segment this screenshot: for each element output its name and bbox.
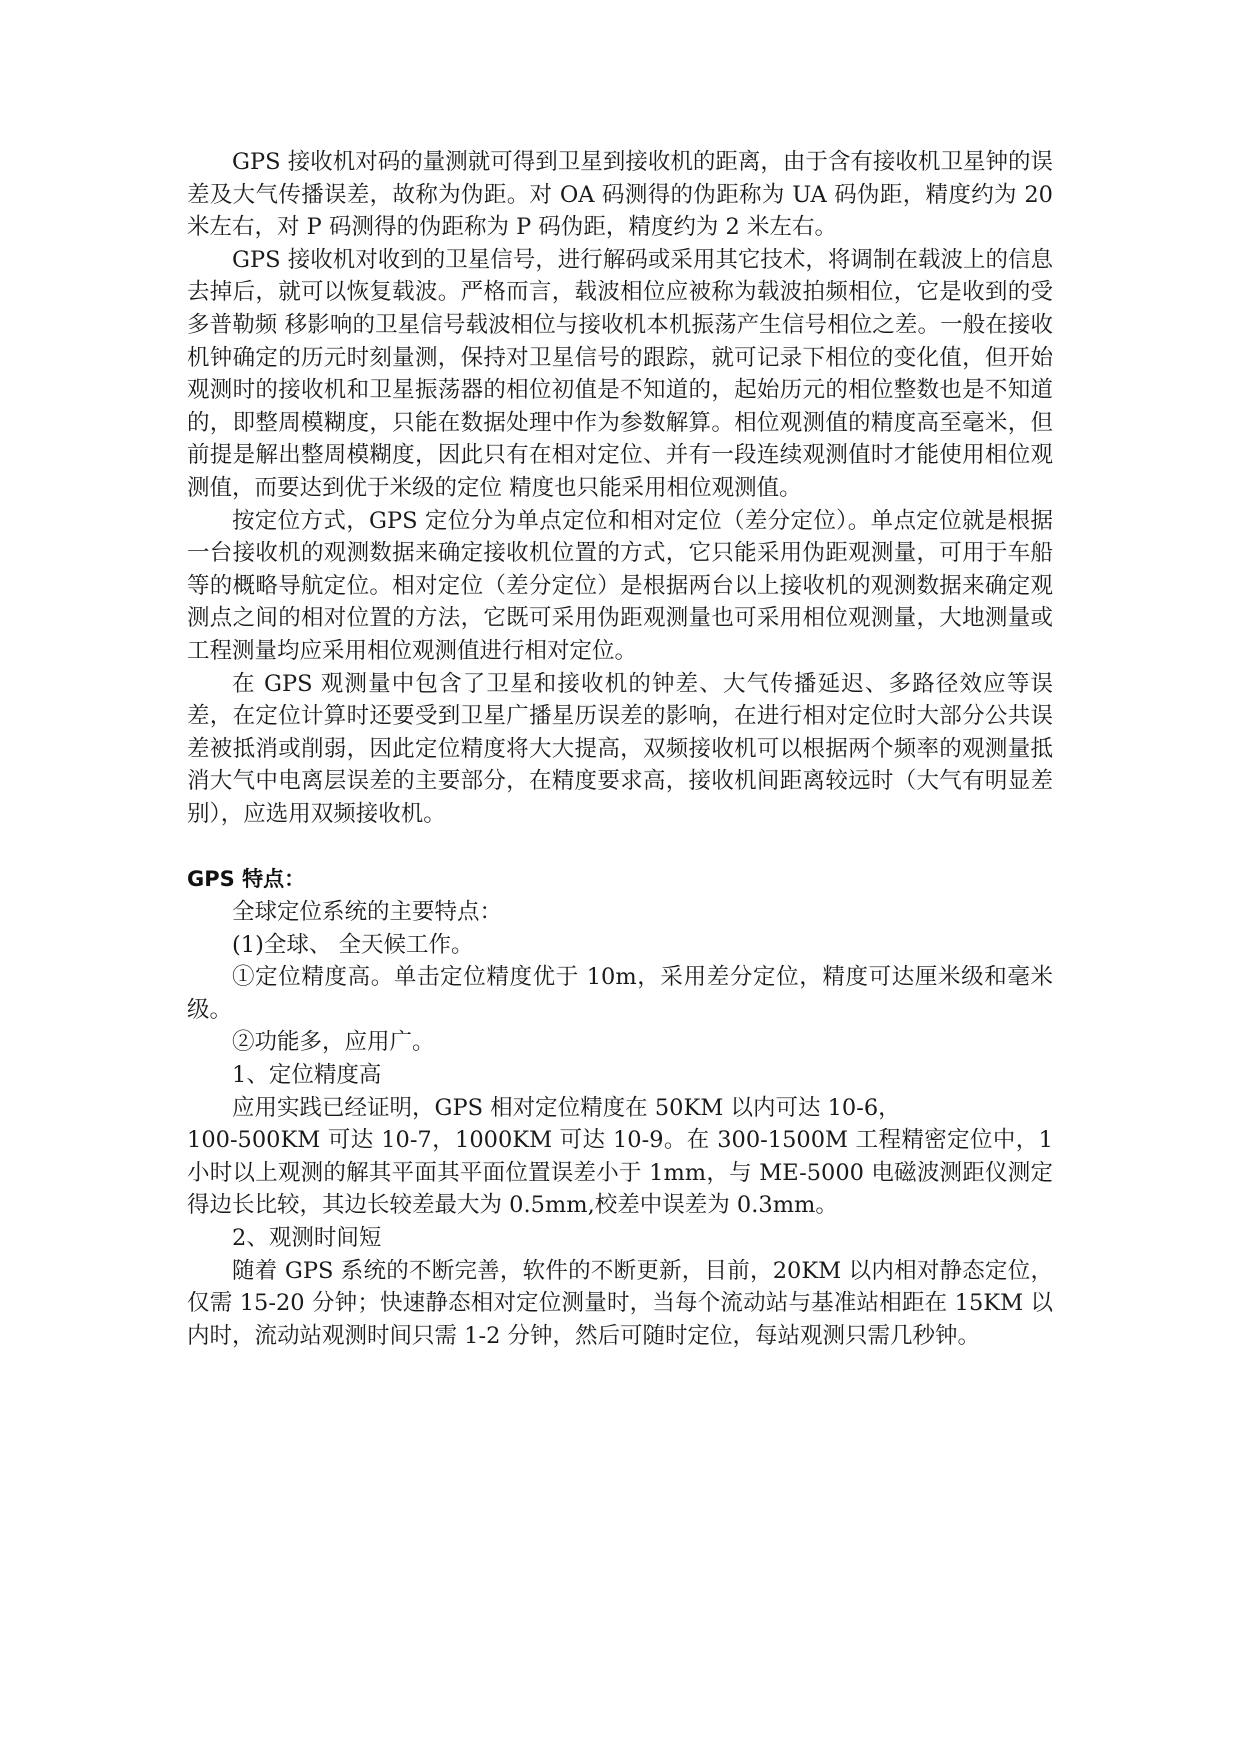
document-page <box>187 146 1053 1352</box>
paragraph-carrier-phase: GPS 接收机对收到的卫星信号，进行解码或采用其它技术，将调制在载波上的信息去掉后，就可以恢复载波。严格而言，载波相位应被称为载波拍频相位，它是收到的受多普勒频 移影响的卫星信号载波相位与接收机本机振荡产生信号相位之差。一般在接收机钟确定的历元时刻量测，保持对卫星信号的跟踪，就可记录下相位的变化值，但开始观测时的接收机和卫星振荡器的相位初值是不知道的，起始历元的相位整数也是不知道的，即整周模糊度，只能在数据处理中作为参数解算。相位观测值的精度高至毫米，但前提是解出整周模糊度，因此只有在相对定位、并有一段连续观测值时才能使用相位观测值，而要达到优于米级的定位 精度也只能采用相位观测值。 <box>187 246 1053 501</box>
feature-item-global: (1)全球、 全天候工作。 <box>232 931 474 958</box>
precision-body-line1: 应用实践已经证明，GPS 相对定位精度在 50KM 以内可达 10-6， <box>232 1094 901 1121</box>
subsection-title-precision: 1、定位精度高 <box>232 1062 382 1089</box>
paragraph-positioning-modes: 按定位方式，GPS 定位分为单点定位和相对定位（差分定位）。单点定位就是根据一台接收机的观测数据来确定接收机位置的方式，它只能采用伪距观测量，可用于车船等的概略导航定位。相对定位（差分定位）是根据两台以上接收机的观测数据来确定观测点之间的相对位置的方法，它既可采用伪距观测量也可采用相位观测量，大地测量或工程测量均应采用相位观测值进行相对定位。 <box>187 507 1053 664</box>
paragraph-error-sources: 在 GPS 观测量中包含了卫星和接收机的钟差、大气传播延迟、多路径效应等误差，在定位计算时还要受到卫星广播星历误差的影响，在进行相对定位时大部分公共误差被抵消或削弱，因此定位精度将大大提高，双频接收机可以根据两个频率的观测量抵消大气中电离层误差的主要部分，在精度要求高，接收机间距离较远时（大气有明显差别），应选用双频接收机。 <box>187 670 1053 827</box>
precision-body-line2: 100-500KM 可达 10-7，1000KM 可达 10-9。在 300-1500M 工程精密定位中，1 小时以上观测的解其平面其平面位置误差小于 1mm，与 ME-5000 电磁波测距仪测定得边长比较，其边长较差最大为 0.5mm,校差中误差为 0.3mm。 <box>187 1127 1053 1219</box>
section-gap <box>187 830 1053 863</box>
paragraph-pseudorange: GPS 接收机对码的量测就可得到卫星到接收机的距离，由于含有接收机卫星钟的误差及大气传播误差，故称为伪距。对 OA 码测得的伪距称为 UA 码伪距，精度约为 20 米左右，对 P 码测得的伪距称为 P 码伪距，精度约为 2 米左右。 <box>187 149 1053 241</box>
feature-item-precision: ①定位精度高。单击定位精度优于 10m，采用差分定位，精度可达厘米级和毫米级。 <box>187 964 1053 1023</box>
features-intro: 全球定位系统的主要特点： <box>232 899 503 926</box>
section-heading-gps-features: GPS 特点： <box>187 867 306 892</box>
subsection-title-observation-time: 2、观测时间短 <box>232 1225 382 1251</box>
observation-time-body: 随着 GPS 系统的不断完善，软件的不断更新，目前，20KM 以内相对静态定位，仅需 15-20 分钟；快速静态相对定位测量时，当每个流动站与基准站相距在 15KM 以内时，流动站观测时间只需 1-2 分钟，然后可随时定位，每站观测只需几秒钟。 <box>187 1257 1053 1349</box>
feature-item-versatility: ②功能多，应用广。 <box>232 1029 435 1056</box>
